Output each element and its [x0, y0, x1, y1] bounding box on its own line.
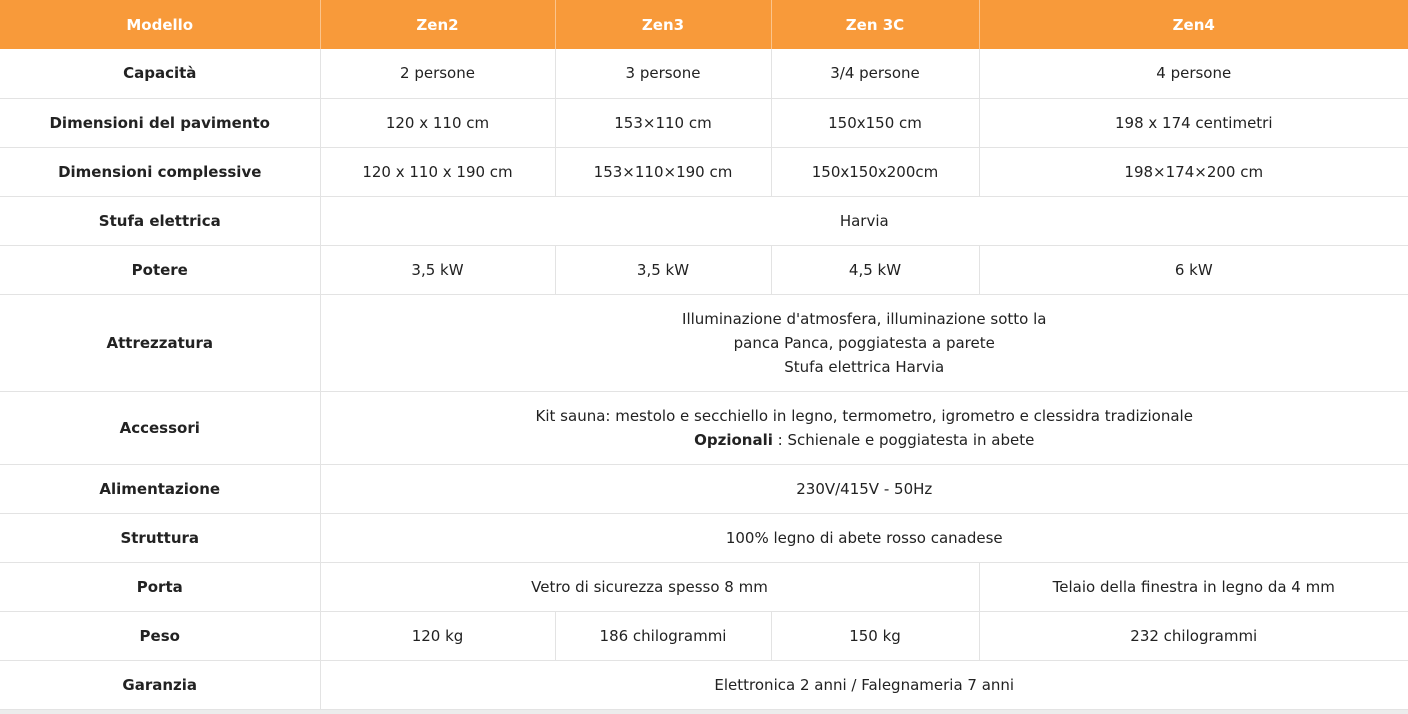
- table-row-peso: [0, 611, 1408, 660]
- optional-label: Opzionali: [694, 430, 773, 449]
- row-label: Accessori: [0, 391, 320, 464]
- table-row-dimensioni-pavimento: [0, 98, 1408, 147]
- attrezzatura-line: Illuminazione d'atmosfera, illuminazione sotto la: [682, 309, 1047, 328]
- table-cell: Vetro di sicurezza spesso 8 mm: [320, 562, 979, 611]
- accessori-kit-text: Kit sauna: mestolo e secchiello in legno, termometro, igrometro e clessidra tradizionale: [535, 406, 1193, 425]
- row-label: Porta: [0, 562, 320, 611]
- table-cell: 6 kW: [979, 245, 1408, 294]
- table-cell: 150x150 cm: [771, 98, 979, 147]
- table-cell: 230V/415V - 50Hz: [320, 464, 1408, 513]
- table-cell: 3,5 kW: [320, 245, 555, 294]
- row-label: Potere: [0, 245, 320, 294]
- row-label: Struttura: [0, 513, 320, 562]
- table-cell: 120 x 110 cm: [320, 98, 555, 147]
- table-row-struttura: [0, 513, 1408, 562]
- table-body: [0, 49, 1408, 709]
- table-row-alimentazione: [0, 464, 1408, 513]
- table-cell: Harvia: [320, 196, 1408, 245]
- row-label: Attrezzatura: [0, 294, 320, 391]
- table-cell: 150 kg: [771, 611, 979, 660]
- table-cell: 3/4 persone: [771, 49, 979, 98]
- table-row-accessori: [0, 391, 1408, 464]
- table-cell: 120 kg: [320, 611, 555, 660]
- table-header: [0, 0, 1408, 49]
- attrezzatura-line: Stufa elettrica Harvia: [784, 357, 945, 376]
- table-cell: 150x150x200cm: [771, 147, 979, 196]
- table-cell: 2 persone: [320, 49, 555, 98]
- row-label: Dimensioni complessive: [0, 147, 320, 196]
- table-cell: 232 chilogrammi: [979, 611, 1408, 660]
- row-label: Alimentazione: [0, 464, 320, 513]
- table-row-porta: [0, 562, 1408, 611]
- row-label: Garanzia: [0, 660, 320, 709]
- row-label: Dimensioni del pavimento: [0, 98, 320, 147]
- page-bottom-divider: [0, 710, 1408, 714]
- table-cell: 153×110×190 cm: [555, 147, 771, 196]
- header-model-zen2: Zen2: [320, 0, 555, 49]
- table-row-dimensioni-complessive: [0, 147, 1408, 196]
- table-cell: 3,5 kW: [555, 245, 771, 294]
- table-cell: 153×110 cm: [555, 98, 771, 147]
- table-cell: 4 persone: [979, 49, 1408, 98]
- table-cell: Elettronica 2 anni / Falegnameria 7 anni: [320, 660, 1408, 709]
- header-model-zen3: Zen3: [555, 0, 771, 49]
- table-cell: 4,5 kW: [771, 245, 979, 294]
- optional-text: : Schienale e poggiatesta in abete: [772, 430, 1035, 449]
- attrezzatura-line: panca Panca, poggiatesta a parete: [733, 333, 995, 352]
- table-cell: [320, 391, 1408, 464]
- row-label: Capacità: [0, 49, 320, 98]
- table-row-stufa: [0, 196, 1408, 245]
- table-cell: 198 x 174 centimetri: [979, 98, 1408, 147]
- table-row-garanzia: [0, 660, 1408, 709]
- table-cell: [320, 294, 1408, 391]
- row-label: Stufa elettrica: [0, 196, 320, 245]
- table-cell: 120 x 110 x 190 cm: [320, 147, 555, 196]
- table-cell: Telaio della finestra in legno da 4 mm: [979, 562, 1408, 611]
- table-cell: 186 chilogrammi: [555, 611, 771, 660]
- header-model-zen3c: Zen 3C: [771, 0, 979, 49]
- header-row: [0, 0, 1408, 49]
- table-row-potere: [0, 245, 1408, 294]
- table-row-attrezzatura: [0, 294, 1408, 391]
- table-row-capacita: [0, 49, 1408, 98]
- accessori-optional-line: [329, 428, 1401, 452]
- row-label: Peso: [0, 611, 320, 660]
- header-model-label: Modello: [0, 0, 320, 49]
- table-cell: 100% legno di abete rosso canadese: [320, 513, 1408, 562]
- table-cell: 3 persone: [555, 49, 771, 98]
- header-model-zen4: Zen4: [979, 0, 1408, 49]
- table-cell: 198×174×200 cm: [979, 147, 1408, 196]
